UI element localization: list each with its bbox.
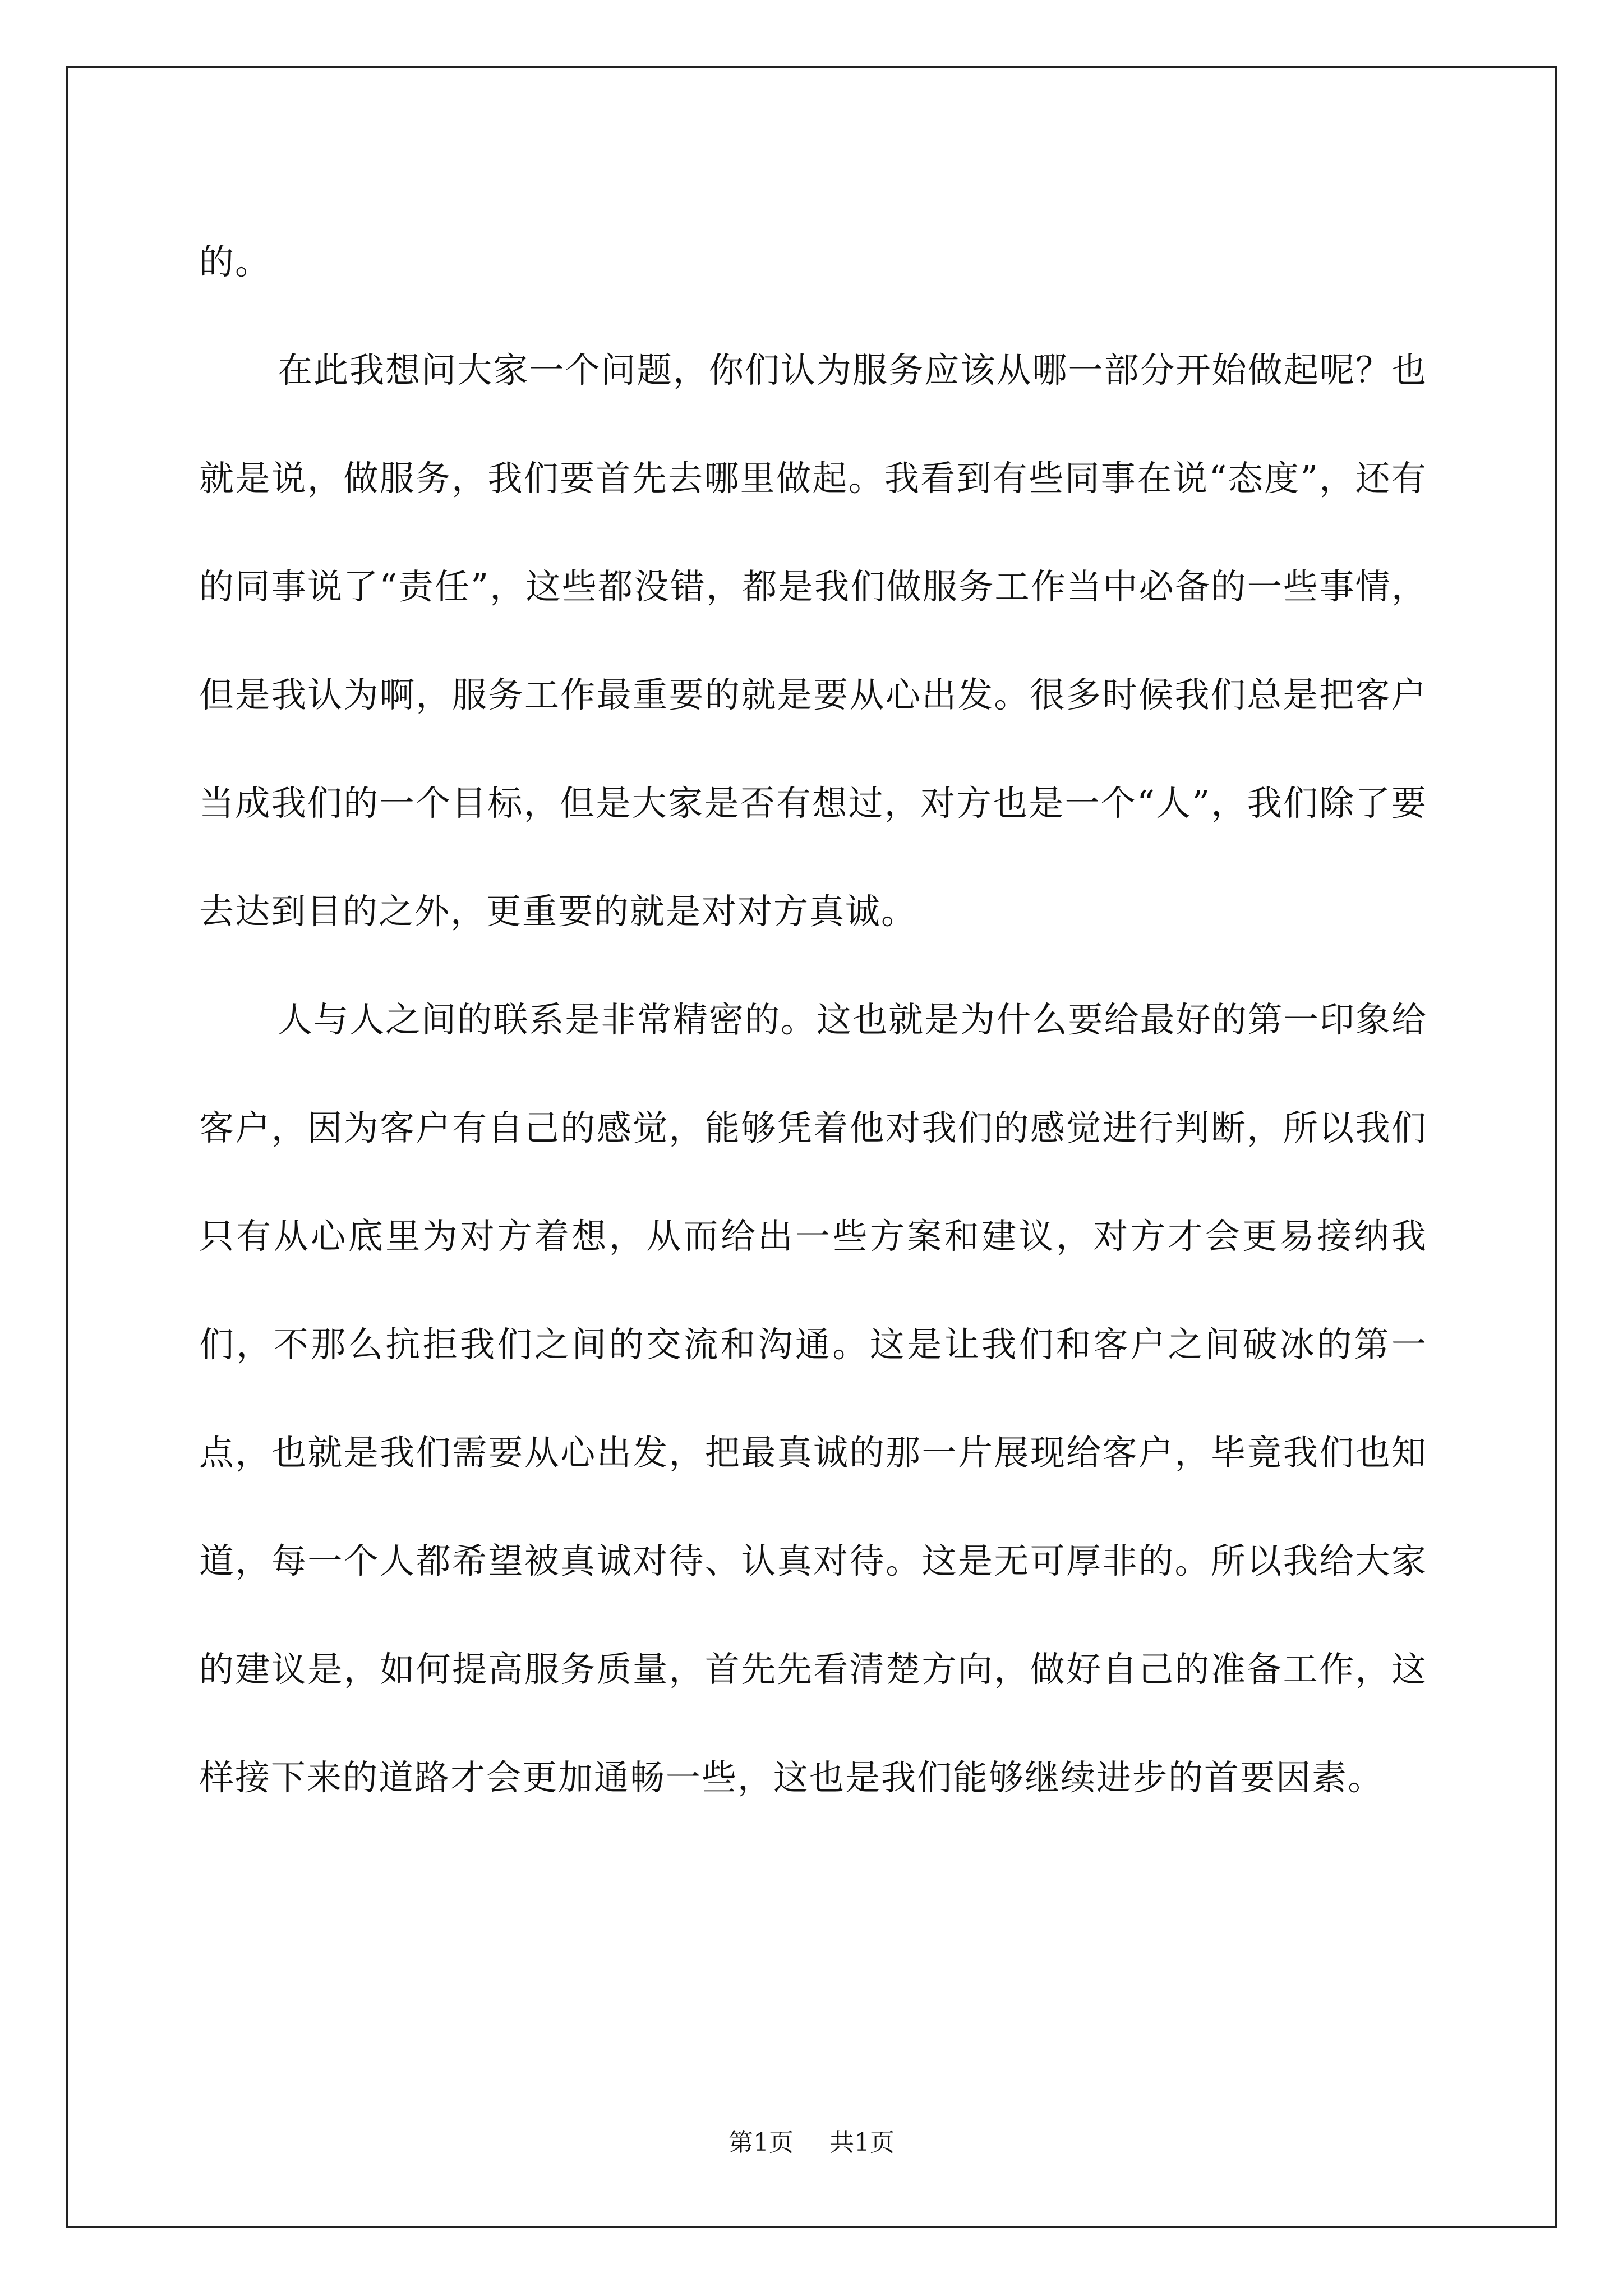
paragraph-2: 在此我想问大家一个问题，你们认为服务应该从哪一部分开始做起呢？也就是说，做服务，我们要首先去哪里做起。我看到有些同事在说“态度”，还有的同事说了“责任”，这些都没错，都是我们做服务工作当中必备的一些事情，但是我认为啊，服务工作最重要的就是要从心出发。很多时候我们总是把客户当成我们的一个目标，但是大家是否有想过，对方也是一个“人”，我们除了要去达到目的之外，更重要的就是对对方真诚。 bbox=[199, 349, 1427, 932]
paragraph-1: 的。 bbox=[199, 241, 271, 282]
page-number-current: 第1页 bbox=[728, 2128, 794, 2157]
paragraph-3: 人与人之间的联系是非常精密的。这也就是为什么要给最好的第一印象给客户，因为客户有自己的感觉，能够凭着他对我们的感觉进行判断，所以我们只有从心底里为对方着想，从而给出一些方案和建议，对方才会更易接纳我们，不那么抗拒我们之间的交流和沟通。这是让我们和客户之间破冰的第一点，也就是我们需要从心出发，把最真诚的那一片展现给客户，毕竟我们也知道，每一个人都希望被真诚对待、认真对待。这是无可厚非的。所以我给大家的建议是，如何提高服务质量，首先先看清楚方向，做好自己的准备工作，这样接下来的道路才会更加通畅一些，这也是我们能够继续进步的首要因素。 bbox=[199, 999, 1427, 1798]
document-body bbox=[199, 208, 1427, 1832]
page-number-total: 共1页 bbox=[829, 2128, 895, 2157]
page-footer bbox=[0, 2126, 1623, 2160]
